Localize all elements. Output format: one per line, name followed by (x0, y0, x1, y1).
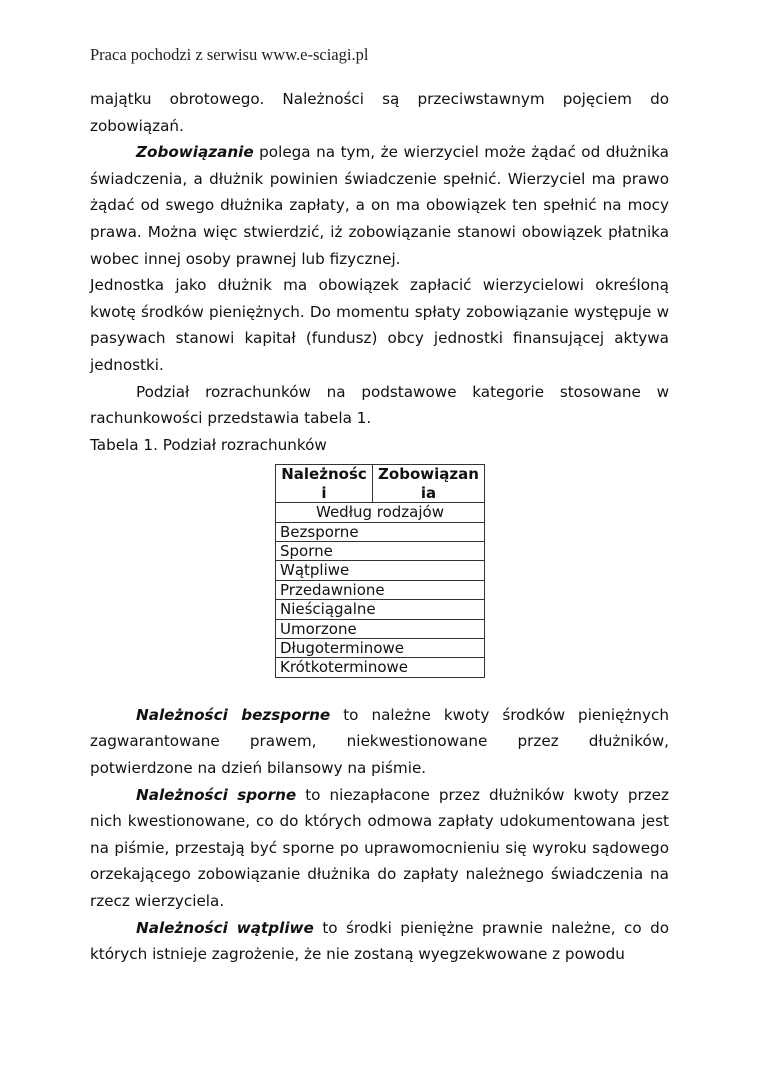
paragraph-bezsporne (90, 702, 669, 782)
table-row (276, 619, 485, 638)
table-group-row (276, 503, 485, 522)
group-label: Według rodzajów (276, 503, 485, 522)
table-cell: Umorzone (276, 619, 485, 638)
paragraph-zobowiazanie (90, 139, 669, 272)
table-cell: Nieściągalne (276, 600, 485, 619)
table-caption: Tabela 1. Podział rozrachunków (90, 435, 327, 454)
term-sporne: Należności sporne (136, 785, 297, 804)
paragraph-bezsporne-text: to należne kwoty środków pieniężnych zagwarantowane prawem, niekwestionowane przez dłużników, potwierdzone na dzień bilansowy na piśmie. (90, 705, 670, 777)
table-row (276, 658, 485, 677)
table-cell: Wątpliwe (276, 561, 485, 580)
page-header: Praca pochodzi z serwisu www.e-sciagi.pl (90, 45, 369, 64)
table-cell: Przedawnione (276, 580, 485, 599)
rozrachunki-table (275, 464, 485, 677)
header-zobowiazania: Zobowiązan ia (373, 465, 485, 503)
table-row (276, 600, 485, 619)
table-row (276, 541, 485, 560)
paragraph-jednostka: Jednostka jako dłużnik ma obowiązek zapłacić wierzycielowi określoną kwotę środków pieniężnych. Do momentu spłaty zobowiązanie występuje w pasywach stanowi kapitał (fundusz) obcy jednostki finansującej aktywa jednostki. (90, 276, 669, 374)
paragraph-sporne (90, 782, 669, 915)
table-row (276, 638, 485, 657)
term-bezsporne: Należności bezsporne (136, 705, 331, 724)
term-zobowiazanie: Zobowiązanie (136, 143, 254, 162)
table-row (276, 522, 485, 541)
term-watpliwe: Należności wątpliwe (136, 918, 314, 937)
paragraph-intro: majątku obrotowego. Należności są przeciwstawnym pojęciem do zobowiązań. (90, 90, 669, 135)
table-cell: Sporne (276, 541, 485, 560)
table-row (276, 561, 485, 580)
paragraph-watpliwe (90, 915, 669, 968)
table-cell: Krótkoterminowe (276, 658, 485, 677)
table-cell: Długoterminowe (276, 638, 485, 657)
table-container (90, 464, 669, 677)
header-naleznosci: Należnośc i (276, 465, 373, 503)
paragraph-watpliwe-text: to środki pieniężne prawnie należne, co do których istnieje zagrożenie, że nie zostaną wyegzekwowane z powodu (90, 918, 669, 964)
document-body (90, 86, 669, 968)
paragraph-zobowiazanie-text: polega na tym, że wierzyciel może żądać od dłużnika świadczenia, a dłużnik powinien świadczenie spełnić. Wierzyciel ma prawo żądać od swego dłużnika zapłaty, a on ma obowiązek ten spełnić na mocy prawa. Można więc stwierdzić, iż zobowiązanie stanowi obowiązek płatnika wobec innej osoby prawnej lub fizycznej. (90, 143, 669, 268)
table-cell: Bezsporne (276, 522, 485, 541)
paragraph-podzial: Podział rozrachunków na podstawowe kategorie stosowane w rachunkowości przedstawia tabela 1. (90, 382, 669, 428)
paragraph-sporne-text: to niezapłacone przez dłużników kwoty przez nich kwestionowane, co do których odmowa zapłaty udokumentowana jest na piśmie, przestają być sporne po uprawomocnieniu się wyroku sądowego orzekającego zobowiązanie dłużnika do zapłaty należnego świadczenia na rzecz wierzyciela. (90, 785, 669, 910)
table-row (276, 580, 485, 599)
table-header-row (276, 465, 485, 503)
